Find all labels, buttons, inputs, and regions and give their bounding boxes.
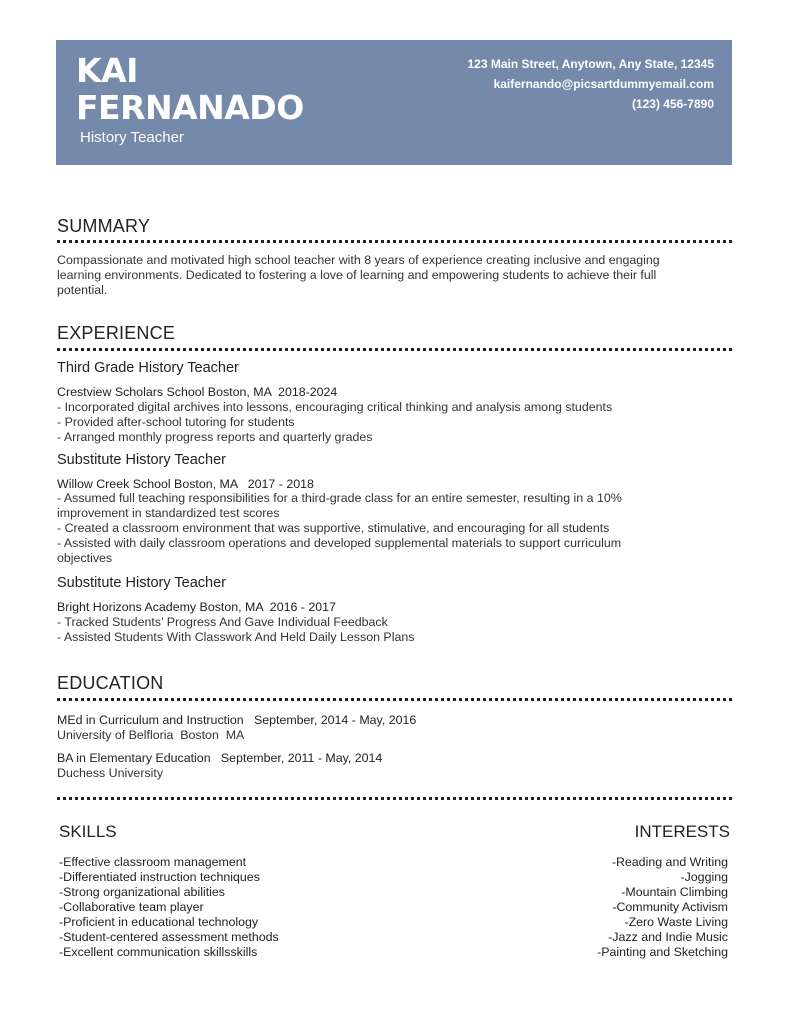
- list-item: -Reading and Writing: [611, 855, 728, 869]
- first-name: KAI: [76, 51, 138, 90]
- job-title: Third Grade History Teacher: [57, 360, 239, 376]
- list-item: - Assisted with daily classroom operations and developed supplemental materials to support curriculum objectives: [57, 536, 622, 565]
- list-item: -Mountain Climbing: [621, 885, 728, 899]
- list-item: -Proficient in educational technology: [59, 915, 259, 929]
- list-item: -Student-centered assessment methods: [59, 930, 279, 944]
- list-item: - Incorporated digital archives into lessons, encouraging critical thinking and analysis among students: [57, 400, 613, 414]
- list-item: -Jazz and Indie Music: [608, 930, 728, 944]
- interests-list: [597, 855, 728, 960]
- header-banner: [56, 40, 732, 165]
- list-item: - Assumed full teaching responsibilities for a third-grade class for an entire semester, resulting in a 10% improvement in standardized test scores: [57, 491, 622, 520]
- phone: (123) 456-7890: [631, 97, 714, 111]
- experience-title: EXPERIENCE: [57, 323, 176, 343]
- job-role: History Teacher: [80, 129, 184, 146]
- list-item: -Painting and Sketching: [597, 945, 728, 959]
- list-item: -Differentiated instruction techniques: [59, 870, 260, 884]
- address: 123 Main Street, Anytown, Any State, 12345: [467, 57, 714, 71]
- education-title: EDUCATION: [57, 673, 164, 693]
- list-item: -Strong organizational abilities: [59, 885, 225, 899]
- candidate-name: [76, 52, 304, 126]
- list-item: -Excellent communication skillsskills: [59, 945, 258, 959]
- education-school: Duchess University: [57, 766, 164, 780]
- list-item: -Collaborative team player: [59, 900, 204, 914]
- job-bullets: [57, 400, 697, 445]
- email: kaifernando@picsartdummyemail.com: [493, 77, 714, 91]
- list-item: -Community Activism: [612, 900, 728, 914]
- job-employer: Crestview Scholars School Boston, MA 2018-2024: [57, 385, 338, 399]
- job-bullets: [57, 491, 677, 566]
- education-degree: BA in Elementary Education September, 2011 - May, 2014: [57, 751, 383, 765]
- list-item: -Jogging: [680, 870, 728, 884]
- education-school: University of Belfloria Boston MA: [57, 728, 245, 742]
- list-item: - Arranged monthly progress reports and quarterly grades: [57, 430, 373, 444]
- summary-title: SUMMARY: [57, 216, 151, 236]
- summary-text: Compassionate and motivated high school teacher with 8 years of experience creating inclusive and engaging learning environments. Dedicated to fostering a love of learning and empowering students to achieve their full potential.: [57, 253, 660, 297]
- list-item: - Tracked Students’ Progress And Gave Individual Feedback: [57, 615, 388, 629]
- skills-divider: [57, 797, 732, 800]
- list-item: - Assisted Students With Classwork And Held Daily Lesson Plans: [57, 630, 415, 644]
- list-item: - Provided after-school tutoring for students: [57, 415, 295, 429]
- summary-divider: [57, 240, 732, 243]
- list-item: - Created a classroom environment that was supportive, stimulative, and encouraging for all students: [57, 521, 610, 535]
- education-divider: [57, 698, 732, 701]
- contact-info: [467, 54, 714, 114]
- skills-title: SKILLS: [59, 822, 117, 841]
- job-title: Substitute History Teacher: [57, 575, 226, 591]
- interests-title: INTERESTS: [634, 822, 730, 841]
- job-employer: Willow Creek School Boston, MA 2017 - 2018: [57, 477, 314, 491]
- list-item: -Zero Waste Living: [624, 915, 728, 929]
- skills-list: [59, 855, 279, 960]
- education-degree: MEd in Curriculum and Instruction September, 2014 - May, 2016: [57, 713, 417, 727]
- list-item: -Effective classroom management: [59, 855, 247, 869]
- experience-divider: [57, 348, 732, 351]
- last-name: FERNANADO: [76, 88, 304, 127]
- job-bullets: [57, 615, 697, 645]
- job-employer: Bright Horizons Academy Boston, MA 2016 - 2017: [57, 600, 336, 614]
- job-title: Substitute History Teacher: [57, 452, 226, 468]
